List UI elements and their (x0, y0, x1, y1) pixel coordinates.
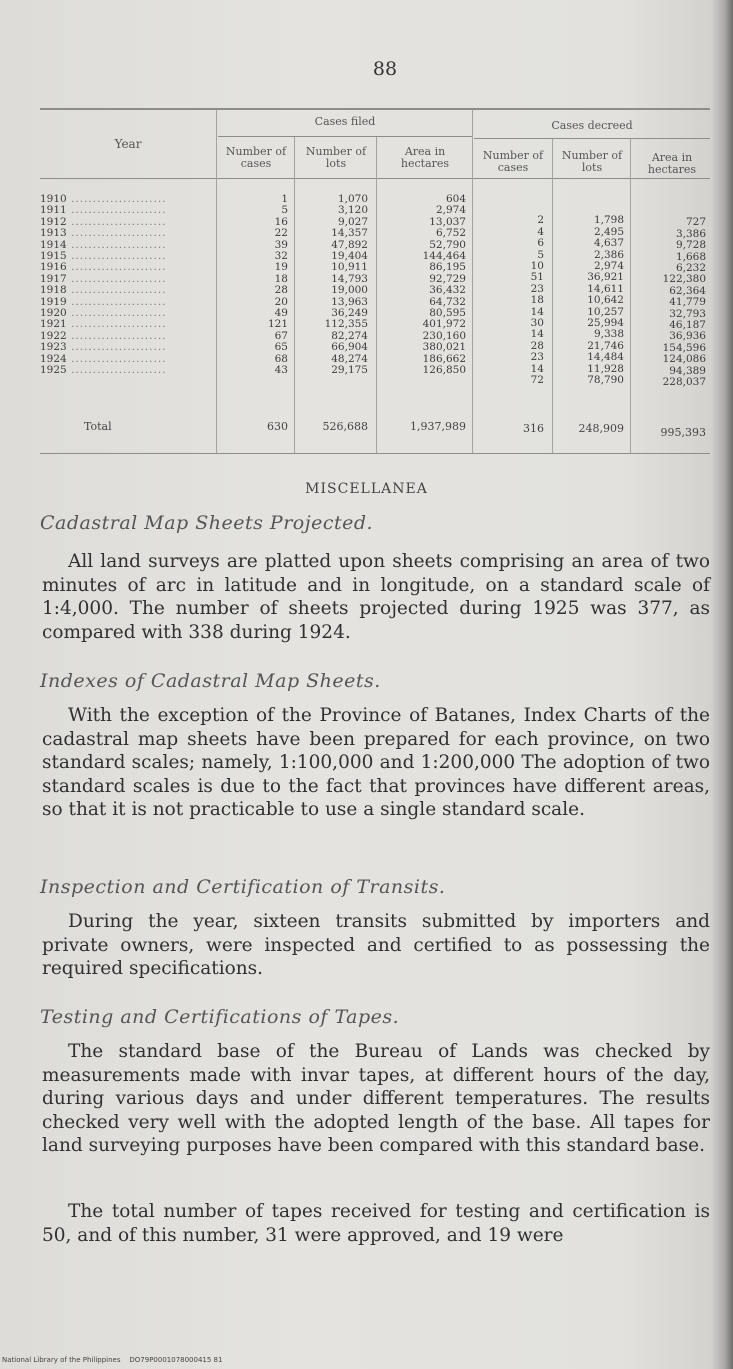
section-title: MISCELLANEA (305, 481, 428, 497)
table-cell: 154,596 (662, 341, 706, 354)
table-cell: 1,070 (337, 193, 368, 205)
table-cell: 10 (530, 260, 544, 273)
table-cell: 1910 ...................... (40, 193, 167, 205)
table-cell: 10,257 (587, 305, 624, 318)
table-cell: 66,904 (331, 341, 368, 354)
leader-dots: ...................... (66, 284, 167, 297)
table-cell: 86,195 (429, 261, 466, 274)
table-cell: 9,338 (593, 328, 624, 341)
table-cell: 3,386 (675, 227, 706, 240)
table-cell: 2 (537, 214, 544, 227)
table-cell: 47,892 (331, 238, 368, 251)
col-divider (630, 139, 631, 453)
filed-lots-column (302, 194, 368, 377)
table-cell: 14,793 (331, 272, 368, 285)
table-top-rule (40, 108, 710, 110)
table-cell: 112,355 (324, 318, 368, 331)
table-cell: 727 (685, 216, 706, 229)
table-cell: 36,249 (331, 307, 368, 320)
total-decreed-cases: 316 (523, 422, 544, 435)
decreed-group-rule (474, 138, 710, 139)
table-cell: 6 (537, 237, 544, 250)
subheading-tapes: Testing and Certifications of Tapes. (40, 1006, 400, 1028)
leader-dots: ...................... (66, 272, 167, 285)
table-cell: 14 (530, 328, 544, 341)
table-cell: 1,798 (593, 214, 624, 227)
table-cell: 28 (530, 339, 544, 352)
table-cell: 11,928 (587, 362, 624, 375)
paragraph: The total number of tapes received for testing and certification is 50, and of this number, 31 were approved, and 19 were (42, 1201, 710, 1246)
table-cell: 67 (274, 329, 288, 342)
header-decreed-num-cases: Number of cases (482, 149, 544, 174)
leader-dots: ...................... (66, 307, 167, 320)
table-cell: 2,386 (593, 248, 624, 261)
table-cell: 124,086 (662, 353, 706, 366)
table-cell: 5 (281, 204, 288, 217)
header-filed-num-cases: Number of cases (225, 145, 287, 170)
table-cell: 1911 ...................... (40, 204, 167, 217)
table-cell: 604 (445, 193, 466, 205)
table-cell: 1 (281, 193, 288, 205)
header-filed-area: Area in hectares (400, 145, 450, 170)
leader-dots: ...................... (66, 341, 167, 354)
table-cell: 380,021 (422, 341, 466, 354)
table-cell: 18 (274, 272, 288, 285)
table-cell: 19,404 (331, 250, 368, 263)
table-cell: 19 (274, 261, 288, 274)
leader-dots: ...................... (66, 329, 167, 342)
leader-dots: ...................... (66, 227, 167, 240)
table-cell: 64,732 (429, 295, 466, 308)
col-divider (552, 139, 553, 453)
table-cell: 18 (530, 294, 544, 307)
table-cell: 228,037 (662, 376, 706, 389)
col-divider (472, 110, 473, 453)
table-cell: 3,120 (337, 204, 368, 217)
table-cell: 1913 ...................... (40, 227, 167, 240)
table-cell: 126,850 (422, 364, 466, 377)
table-cell: 68 (274, 352, 288, 365)
decreed-lots-column (560, 204, 624, 387)
total-filed-lots: 526,688 (322, 420, 368, 433)
table-cell: 5 (537, 248, 544, 261)
header-year: Year (114, 137, 142, 151)
table-cell: 48,274 (331, 352, 368, 365)
filed-cases-column (230, 194, 288, 377)
table-cell: 2,495 (593, 225, 624, 238)
header-decreed-area: Area in hectares (647, 151, 697, 176)
table-cell: 39 (274, 238, 288, 251)
table-cell: 1925 ...................... (40, 364, 167, 377)
leader-dots: ...................... (66, 295, 167, 308)
table-cell: 230,160 (422, 329, 466, 342)
table-cell: 121 (267, 318, 288, 331)
subheading-transits: Inspection and Certification of Transits. (40, 876, 446, 898)
col-divider (294, 137, 295, 453)
table-cell: 32,793 (669, 307, 706, 320)
table-cell: 10,642 (587, 294, 624, 307)
table-cell: 14,611 (587, 282, 624, 295)
table-cell: 14,484 (587, 351, 624, 364)
table-cell: 2,974 (593, 260, 624, 273)
table-cell: 4 (537, 225, 544, 238)
total-filed-cases: 630 (267, 420, 288, 433)
leader-dots: ...................... (66, 352, 167, 365)
page-number: 88 (372, 58, 398, 80)
table-cell: 9,027 (337, 215, 368, 228)
page-edge-shadow (711, 0, 733, 1369)
table-cell: 1914 ...................... (40, 238, 167, 251)
table-cell: 62,364 (669, 284, 706, 297)
subheading-indexes: Indexes of Cadastral Map Sheets. (40, 670, 381, 692)
table-cell: 25,994 (587, 317, 624, 330)
table-cell: 1919 ...................... (40, 295, 167, 308)
scan-footer: National Library of the Philippines DO79P0001078000415 81 (2, 1356, 223, 1364)
leader-dots: ...................... (66, 318, 167, 331)
table-cell: 6,232 (675, 262, 706, 275)
table-cell: 9,728 (675, 239, 706, 252)
header-cases-filed: Cases filed (314, 115, 376, 128)
table-cell: 36,936 (669, 330, 706, 343)
table-cell: 22 (274, 227, 288, 240)
table-cell: 30 (530, 317, 544, 330)
table-cell: 1921 ...................... (40, 318, 167, 331)
paragraph: With the exception of the Province of Batanes, Index Charts of the cadastral map sheets have been prepared for each province, on two standard scales; namely, 1:100,000 and 1:200,000 The adoption of two standard scales is due to the fact that provinces have different areas, so that it is not practicable to use a single standard scale. (42, 705, 710, 820)
table-cell: 1918 ...................... (40, 284, 167, 297)
table-cell: 186,662 (422, 352, 466, 365)
table-cell: 23 (530, 351, 544, 364)
table-cell: 82,274 (331, 329, 368, 342)
table-cell: 4,637 (593, 237, 624, 250)
table-cell: 122,380 (662, 273, 706, 286)
header-decreed-num-lots: Number of lots (561, 149, 623, 174)
table-cell: 29,175 (331, 364, 368, 377)
header-bottom-rule (40, 178, 710, 179)
table-cell: 14 (530, 305, 544, 318)
table-cell: 1923 ...................... (40, 341, 167, 354)
subheading-map-sheets: Cadastral Map Sheets Projected. (40, 512, 374, 534)
table-cell: 32 (274, 250, 288, 263)
table-cell: 1916 ...................... (40, 261, 167, 274)
table-cell: 23 (530, 282, 544, 295)
table-cell: 21,746 (587, 339, 624, 352)
table-cell: 1920 ...................... (40, 307, 167, 320)
table-cell: 72 (530, 374, 544, 387)
cadastral-cases-table (40, 108, 710, 460)
table-cell: 14,357 (331, 227, 368, 240)
paragraph: The standard base of the Bureau of Lands was checked by measurements made with invar tapes, at different hours of the day, during various days and under different temperatures. The results checked very well with the adopted length of the base. All tapes for land surveying purposes have been compared with this standard base. (42, 1041, 710, 1156)
table-cell: 1915 ...................... (40, 250, 167, 263)
col-divider (216, 110, 217, 453)
paragraph: All land surveys are platted upon sheets comprising an area of two minutes of arc in latitude and in longitude, on a standard scale of 1:4,000. The number of sheets projected during 1925 was 377, as compared with 338 during 1924. (42, 551, 710, 643)
filed-group-rule (218, 136, 472, 137)
col-divider (376, 137, 377, 453)
leader-dots: ...................... (66, 261, 167, 274)
table-cell: 1917 ...................... (40, 272, 167, 285)
table-cell (486, 204, 544, 215)
total-decreed-lots: 248,909 (578, 422, 624, 435)
table-cell: 92,729 (429, 272, 466, 285)
total-label: Total (84, 420, 112, 433)
decreed-area-column (638, 206, 706, 389)
table-bottom-rule (40, 453, 710, 454)
table-cell: 1924 ...................... (40, 352, 167, 365)
table-cell: 36,432 (429, 284, 466, 297)
table-cell: 94,389 (669, 364, 706, 377)
table-cell: 43 (274, 364, 288, 377)
table-cell: 78,790 (587, 374, 624, 387)
table-cell: 401,972 (422, 318, 466, 331)
table-cell: 19,000 (331, 284, 368, 297)
total-filed-area: 1,937,989 (410, 420, 466, 433)
leader-dots: ...................... (66, 364, 167, 377)
filed-area-column (388, 194, 466, 377)
table-cell: 80,595 (429, 307, 466, 320)
table-cell: 1922 ...................... (40, 329, 167, 342)
table-cell: 49 (274, 307, 288, 320)
table-cell: 46,187 (669, 319, 706, 332)
table-cell: 13,037 (429, 215, 466, 228)
table-cell: 28 (274, 284, 288, 297)
table-cell: 13,963 (331, 295, 368, 308)
table-cell: 51 (530, 271, 544, 284)
table-cell: 36,921 (587, 271, 624, 284)
total-decreed-area: 995,393 (660, 426, 706, 439)
table-cell: 20 (274, 295, 288, 308)
leader-dots: ...................... (66, 204, 167, 217)
table-cell: 10,911 (331, 261, 368, 274)
paragraph: During the year, sixteen transits submitted by importers and private owners, were inspected and certified to as possessing the required specifications. (42, 911, 710, 979)
table-cell: 52,790 (429, 238, 466, 251)
table-cell: 1912 ...................... (40, 215, 167, 228)
leader-dots: ...................... (66, 238, 167, 251)
decreed-cases-column (486, 204, 544, 387)
table-cell: 2,974 (435, 204, 466, 217)
table-cell: 14 (530, 362, 544, 375)
table-cell: 41,779 (669, 296, 706, 309)
table-cell: 1,668 (675, 250, 706, 263)
header-cases-decreed: Cases decreed (551, 119, 633, 132)
table-cell: 65 (274, 341, 288, 354)
header-filed-num-lots: Number of lots (305, 145, 367, 170)
table-cell: 16 (274, 215, 288, 228)
leader-dots: ...................... (66, 250, 167, 263)
leader-dots: ...................... (66, 193, 167, 205)
leader-dots: ...................... (66, 215, 167, 228)
table-cell: 6,752 (435, 227, 466, 240)
year-column (40, 194, 210, 377)
table-cell: 144,464 (422, 250, 466, 263)
